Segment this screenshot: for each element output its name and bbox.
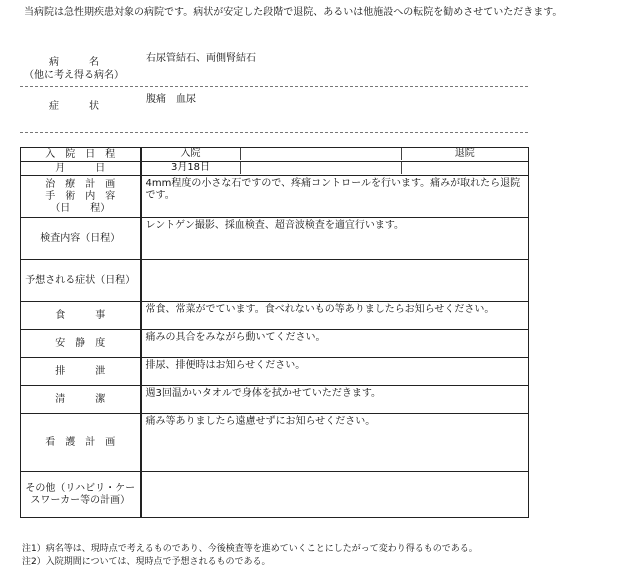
meal-text: 常食、常菜がでています。食べれないもの等ありましたらお知らせください。 — [141, 302, 529, 330]
excretion-text: 排尿、排便時はお知らせください。 — [141, 358, 529, 386]
schedule-blank — [241, 148, 402, 160]
meal-label: 食 事 — [21, 302, 141, 330]
hygiene-text: 週3回温かいタオルで身体を拭かせていただきます。 — [141, 386, 529, 414]
diagnosis-label-sub: （他に考え得る病名） — [24, 70, 124, 81]
admission-plan-table — [20, 147, 529, 518]
treatment-label-3: （日 程） — [50, 202, 111, 214]
symptoms-divider — [20, 132, 528, 133]
hygiene-row — [21, 386, 529, 414]
symptoms-label: 症 状 — [49, 101, 99, 112]
rest-label: 安 静 度 — [21, 330, 141, 358]
rest-text: 痛みの具合をみながら動いてください。 — [141, 330, 529, 358]
date-cells — [141, 162, 529, 176]
diagnosis-divider — [20, 86, 528, 87]
note-2: 注2）入院期間については、現時点で予想されるものである。 — [22, 557, 271, 567]
schedule-row — [21, 148, 529, 162]
discharge-date — [402, 162, 529, 174]
excretion-label: 排 泄 — [21, 358, 141, 386]
treatment-label — [21, 176, 141, 218]
note-1: 注1）病名等は、現時点で考えるものであり、今後検査等を進めていくことにしたがって変わり得るものである。 — [22, 544, 478, 554]
other-label-2: スワーカー等の計画） — [30, 494, 131, 506]
other-text — [141, 472, 529, 518]
nursing-label: 看 護 計 画 — [21, 414, 141, 472]
symptoms-value: 腹痛 血尿 — [146, 94, 196, 105]
meal-row — [21, 302, 529, 330]
treatment-text: 4mm程度の小さな石ですので、疼痛コントロールを行います。痛みが取れたら退院です。 — [141, 176, 529, 218]
nursing-row — [21, 414, 529, 472]
treatment-label-2: 手 術 内 容 — [45, 190, 116, 202]
treatment-row — [21, 176, 529, 218]
expected-label: 予想される症状（日程） — [21, 260, 141, 302]
schedule-label: 入 院 日 程 — [21, 148, 141, 162]
other-row — [21, 472, 529, 518]
date-blank — [241, 162, 402, 174]
diagnosis-label — [20, 56, 128, 82]
hygiene-label: 清 潔 — [21, 386, 141, 414]
admission-date: 3月18日 — [142, 162, 241, 174]
other-label — [21, 472, 141, 518]
nursing-text: 痛み等ありましたら遠慮せずにお知らせください。 — [141, 414, 529, 472]
date-row — [21, 162, 529, 176]
expected-text — [141, 260, 529, 302]
expected-row — [21, 260, 529, 302]
admission-label: 入院 — [142, 148, 241, 160]
schedule-cells — [141, 148, 529, 162]
exam-row — [21, 218, 529, 260]
date-label: 月 日 — [21, 162, 141, 176]
other-label-1: その他（リハビリ・ケー — [25, 482, 136, 494]
discharge-label: 退院 — [454, 148, 475, 159]
rest-row — [21, 330, 529, 358]
excretion-row — [21, 358, 529, 386]
treatment-label-1: 治 療 計 画 — [45, 178, 116, 190]
exam-text: レントゲン撮影、採血検査、超音波検査を適宜行います。 — [141, 218, 529, 260]
diagnosis-label-main: 病 名 — [49, 57, 99, 68]
intro-text: 当病院は急性期疾患対象の病院です。病状が安定した段階で退院、あるいは他施設への転院を勧めさせていただきます。 — [24, 7, 563, 18]
diagnosis-value: 右尿管結石、両側腎結石 — [146, 53, 256, 64]
footnotes — [22, 543, 478, 569]
exam-label: 検査内容（日程） — [21, 218, 141, 260]
